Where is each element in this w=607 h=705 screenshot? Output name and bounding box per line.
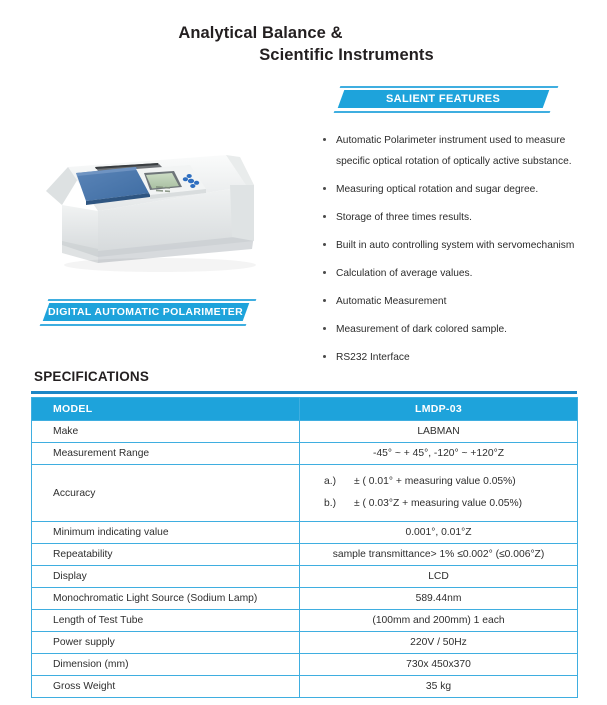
- row-label: Monochromatic Light Source (Sodium Lamp): [32, 588, 300, 610]
- row-value: 0.001°, 0.01°Z: [300, 522, 578, 544]
- row-value: 35 kg: [300, 676, 578, 698]
- table-row: [32, 566, 578, 588]
- row-label: Length of Test Tube: [32, 610, 300, 632]
- row-label: Power supply: [32, 632, 300, 654]
- bullet-icon: [323, 215, 326, 218]
- salient-banner-rule-top: [340, 86, 559, 88]
- row-label: Minimum indicating value: [32, 522, 300, 544]
- bullet-icon: [323, 355, 326, 358]
- table-row: [32, 544, 578, 566]
- accuracy-line-a: [300, 471, 577, 493]
- salient-banner-label: SALIENT FEATURES: [386, 93, 501, 105]
- row-value: 589.44nm: [300, 588, 578, 610]
- feature-text: Automatic Measurement: [336, 296, 447, 307]
- feature-text: Storage of three times results.: [336, 212, 472, 223]
- accuracy-text-a: ± ( 0.01° + measuring value 0.05%): [354, 476, 516, 487]
- page-title: [0, 22, 607, 66]
- row-label: Measurement Range: [32, 443, 300, 465]
- salient-features-banner: [332, 86, 554, 113]
- row-label: Repeatability: [32, 544, 300, 566]
- product-banner-body: [43, 303, 250, 321]
- row-label: Make: [32, 421, 300, 443]
- row-value: 220V / 50Hz: [300, 632, 578, 654]
- row-value: LCD: [300, 566, 578, 588]
- row-value: (100mm and 200mm) 1 each: [300, 610, 578, 632]
- bullet-icon: [323, 271, 326, 274]
- table-row: [32, 443, 578, 465]
- list-item: [322, 319, 600, 340]
- table-row: [32, 654, 578, 676]
- feature-text: Measuring optical rotation and sugar degree.: [336, 184, 539, 195]
- table-header-label: MODEL: [32, 398, 300, 421]
- feature-text: RS232 Interface: [336, 352, 410, 363]
- salient-features-list: [322, 130, 600, 375]
- list-item: [322, 263, 600, 284]
- table-row: [32, 610, 578, 632]
- table-row: [32, 522, 578, 544]
- bullet-icon: [323, 138, 326, 141]
- table-row-accuracy: [32, 465, 578, 522]
- table-header-value: LMDP-03: [300, 398, 578, 421]
- table-row: [32, 421, 578, 443]
- list-item: [322, 291, 600, 312]
- table-header-row: [32, 398, 578, 421]
- salient-banner-body: [338, 90, 550, 108]
- page-title-line-2: Scientific Instruments: [259, 46, 434, 64]
- product-banner-rule-top: [48, 299, 257, 301]
- accuracy-line-b: [300, 493, 577, 515]
- table-row: [32, 588, 578, 610]
- row-value: [300, 465, 578, 522]
- accuracy-key-b: b.): [324, 498, 337, 509]
- bullet-icon: [323, 299, 326, 302]
- list-item: [322, 130, 600, 172]
- bullet-icon: [323, 187, 326, 190]
- specifications-top-rule: [31, 391, 577, 394]
- feature-text: Measurement of dark colored sample.: [336, 324, 508, 335]
- specifications-heading: SPECIFICATIONS: [34, 369, 150, 384]
- bullet-icon: [323, 243, 326, 246]
- row-value: LABMAN: [300, 421, 578, 443]
- accuracy-key-a: a.): [324, 476, 337, 487]
- accuracy-text-b: ± ( 0.03°Z + measuring value 0.05%): [354, 498, 523, 509]
- list-item: [322, 347, 600, 368]
- bullet-icon: [323, 327, 326, 330]
- product-banner: [38, 299, 253, 326]
- row-value: 730x 450x370: [300, 654, 578, 676]
- table-row: [32, 676, 578, 698]
- row-value: sample transmittance> 1% ≤0.002° (≤0.006°Z): [300, 544, 578, 566]
- row-label: Gross Weight: [32, 676, 300, 698]
- product-banner-rule-bottom: [40, 324, 247, 326]
- product-photo: [40, 145, 310, 295]
- table-row: [32, 632, 578, 654]
- salient-banner-rule-bottom: [334, 111, 551, 113]
- polarimeter-illustration: [40, 145, 310, 295]
- product-banner-label: DIGITAL AUTOMATIC POLARIMETER: [48, 306, 244, 318]
- feature-text: Automatic Polarimeter instrument used to measure specific optical rotation of optically active substance.: [336, 135, 572, 167]
- list-item: [322, 235, 600, 256]
- row-label: Display: [32, 566, 300, 588]
- feature-text: Built in auto controlling system with servomechanism: [336, 240, 575, 251]
- feature-text: Calculation of average values.: [336, 268, 473, 279]
- specifications-table: [31, 397, 578, 698]
- list-item: [322, 179, 600, 200]
- list-item: [322, 207, 600, 228]
- row-label: Dimension (mm): [32, 654, 300, 676]
- page-title-line-1: Analytical Balance &: [178, 24, 343, 42]
- row-value: -45° ~ + 45°, -120° ~ +120°Z: [300, 443, 578, 465]
- row-label: Accuracy: [32, 465, 300, 522]
